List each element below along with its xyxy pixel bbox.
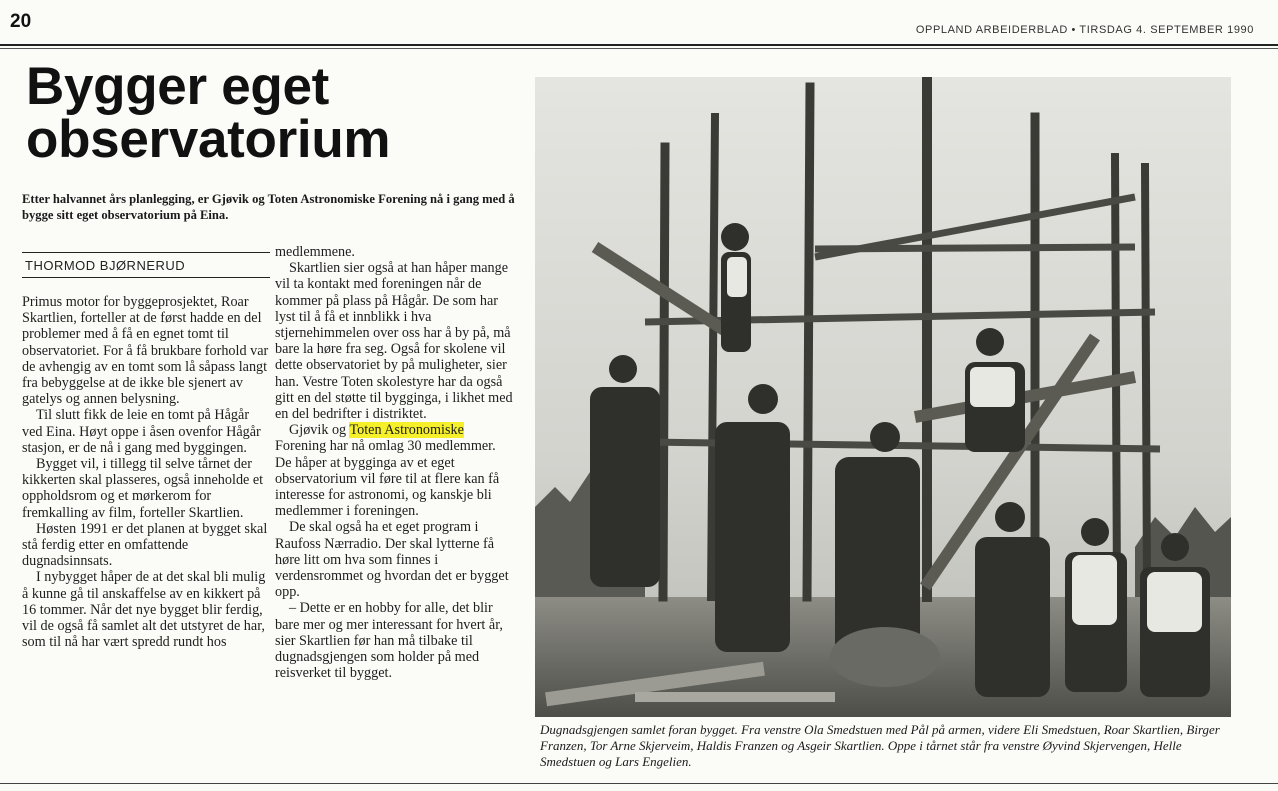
article-column-1: [22, 294, 272, 650]
highlighted-text[interactable]: Toten Astronomiske: [349, 422, 464, 439]
paragraph: medlemmene.: [275, 244, 355, 260]
photo-illustration: [535, 77, 1231, 717]
page-header: [0, 0, 1278, 40]
byline: THORMOD BJØRNERUD: [22, 252, 270, 278]
text-before-highlight: Gjøvik og: [289, 422, 350, 439]
paragraph: I nybygget håper de at det skal bli mulig å kunne gå til anskaffelse av en kikkert på 16 tommer. Når det nye bygget blir ferdig, vil de også få samlet alt det utstyret de har, som til nå har vært spredd rundt hos: [22, 569, 266, 651]
headline-line-2: observatorium: [26, 110, 391, 169]
article-column-2: [275, 244, 515, 681]
header-rule-thin: [0, 48, 1278, 49]
lead-paragraph: Etter halvannet års planlegging, er Gjøvik og Toten Astronomiske Forening nå i gang med å bygge sitt eget observatorium på Eina.: [22, 192, 515, 222]
photo-caption: Dugnadsgjengen samlet foran bygget. Fra venstre Ola Smedstuen med Pål på armen, videre Eli Smedstuen, Roar Skartlien, Birger Franzen, Tor Arne Skjerveim, Haldis Franzen og Asgeir Skartlien. Oppe i tårnet står fra venstre Øyvind Skjervengen, Helle Smedstuen og Lars Engelien.: [540, 722, 1220, 769]
newspaper-dateline: OPPLAND ARBEIDERBLAD • TIRSDAG 4. SEPTEMBER 1990: [915, 24, 1254, 36]
header-rule: [0, 44, 1278, 46]
article-photo: [535, 77, 1231, 717]
paragraph: Primus motor for byggeprosjektet, Roar Skartlien, forteller at de først hadde en del problemer med å få en egnet tomt til observatoriet. For å få brukbare forhold var de avhengig av en tomt som lå såpass langt fra bebyggelse at de ikke ble sjenert av gatelys og annen belysning.: [22, 294, 269, 408]
paragraph: Til slutt fikk de leie en tomt på Hågår ved Eina. Høyt oppe i åsen ovenfor Hågår stasjon, er de nå i gang med byggingen.: [22, 407, 261, 456]
paragraph: Skartlien sier også at han håper mange vil ta kontakt med foreningen når de kommer på plass på Hågår. De som har lyst til å få et innblikk i hva stjernehimmelen over oss har å by på, må bare la høre fra seg. Også for skolene vil dette observatoriet by på muligheter, sier han. Vestre Toten skolestyre har da også gitt en del støtte til bygginga, i likhet med en del bedrifter i distriktet.: [275, 260, 513, 423]
paragraph: – Dette er en hobby for alle, det blir bare mer og mer interessant for hvert år, sier Skartlien før han må tilbake til dugnadsgjengen som holder på med reisverket til bygget.: [275, 600, 503, 682]
headline-line-1: Bygger eget: [26, 57, 330, 116]
page-number: 20: [10, 11, 32, 32]
headline: [26, 57, 506, 169]
footer-rule: [0, 783, 1278, 784]
paragraph: Bygget vil, i tillegg til selve tårnet der kikkerten skal plasseres, også inneholde et oppholdsrom og et mørkerom for fremkalling av film, forteller Skartlien.: [22, 456, 264, 521]
paragraph-highlighted: [275, 422, 515, 519]
text-after-highlight: Forening har nå omlag 30 medlemmer. De håper at bygginga av et eget observatorium vil føre til at flere kan få interesse for astronomi, og kanskje bli medlemmer i foreningen.: [275, 438, 500, 520]
paragraph: De skal også ha et eget program i Raufoss Nærradio. Der skal lytterne få høre litt om hva som finnes i verdensrommet og hvordan det er bygget opp.: [275, 519, 509, 601]
paragraph: Høsten 1991 er det planen at bygget skal stå ferdig etter en omfattende dugnadsinnsats.: [22, 520, 268, 570]
